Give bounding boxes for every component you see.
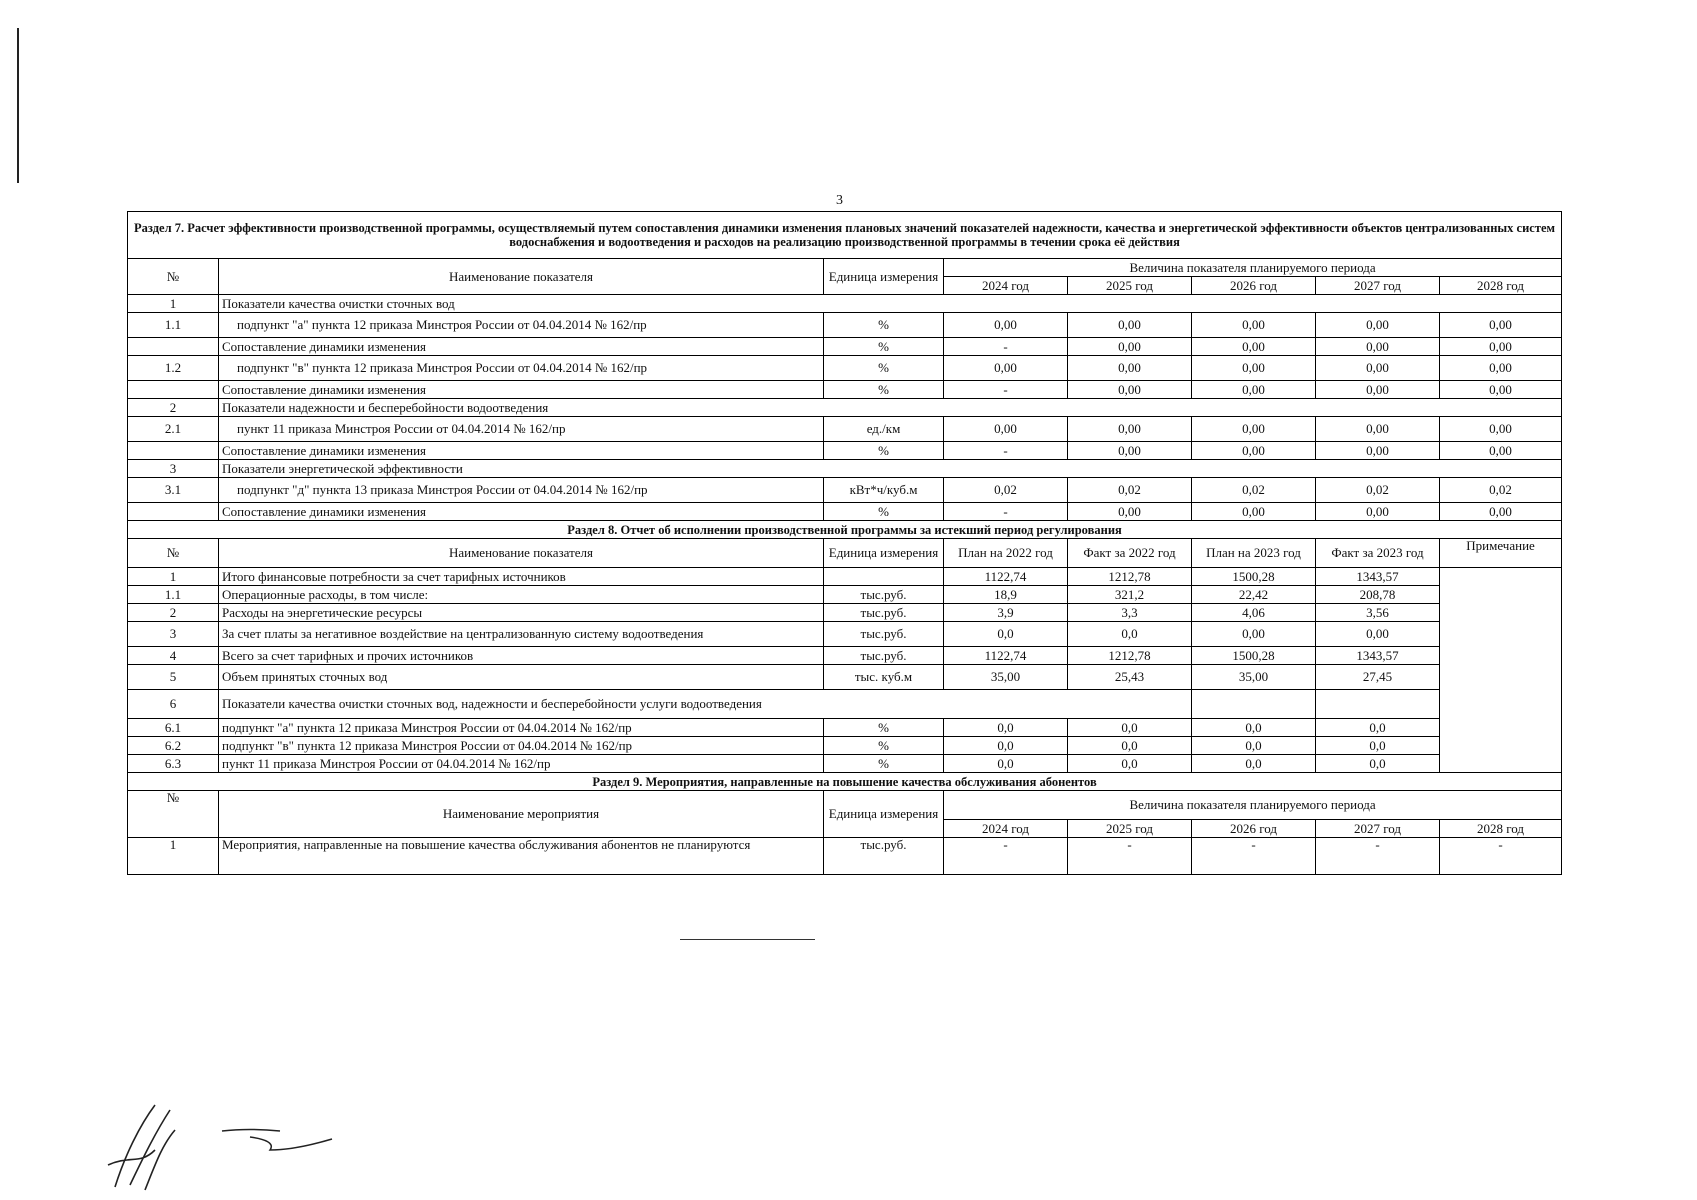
col-header-planned-period: Величина показателя планируемого периода <box>944 791 1562 820</box>
value-cell: 1122,74 <box>944 647 1068 665</box>
value-cell: - <box>944 442 1068 460</box>
value-cell: 0,00 <box>1440 442 1562 460</box>
col-header-period: План на 2023 год <box>1192 539 1316 568</box>
row-number: 4 <box>128 647 219 665</box>
value-cell: 0,00 <box>1316 313 1440 338</box>
empty-cell <box>1192 690 1316 719</box>
table-row <box>128 755 1562 773</box>
col-header-year: 2024 год <box>944 820 1068 838</box>
value-cell: 3,56 <box>1316 604 1440 622</box>
value-cell: 0,00 <box>1440 313 1562 338</box>
col-header-number: № <box>128 259 219 295</box>
value-cell: 0,00 <box>1192 442 1316 460</box>
value-cell: 0,00 <box>1440 381 1562 399</box>
value-cell: - <box>944 381 1068 399</box>
note-cell <box>1440 568 1562 773</box>
col-header-year: 2028 год <box>1440 820 1562 838</box>
col-header-number: № <box>128 791 219 838</box>
value-cell: 0,00 <box>1068 442 1192 460</box>
col-header-period: План на 2022 год <box>944 539 1068 568</box>
unit-cell: ед./км <box>824 417 944 442</box>
col-header-period: Факт за 2023 год <box>1316 539 1440 568</box>
value-cell: 0,0 <box>944 737 1068 755</box>
value-cell: 0,0 <box>1316 755 1440 773</box>
unit-cell: % <box>824 338 944 356</box>
col-header-unit: Единица измерения <box>824 259 944 295</box>
section-8-title-row <box>128 521 1562 539</box>
value-cell: - <box>1440 838 1562 875</box>
row-number: 2 <box>128 604 219 622</box>
value-cell: 0,00 <box>944 313 1068 338</box>
value-cell: 0,02 <box>944 478 1068 503</box>
indicator-name: пункт 11 приказа Минстроя России от 04.04.2014 № 162/пр <box>219 755 824 773</box>
value-cell: - <box>944 838 1068 875</box>
value-cell: 1343,57 <box>1316 647 1440 665</box>
indicator-name: За счет платы за негативное воздействие на централизованную систему водоотведения <box>219 622 824 647</box>
table-row <box>128 604 1562 622</box>
value-cell: 3,9 <box>944 604 1068 622</box>
indicator-name: пункт 11 приказа Минстроя России от 04.04.2014 № 162/пр <box>219 417 824 442</box>
unit-cell: тыс.руб. <box>824 838 944 875</box>
value-cell: 0,00 <box>1316 442 1440 460</box>
value-cell: 3,3 <box>1068 604 1192 622</box>
separator-line <box>680 939 815 940</box>
table-row <box>128 737 1562 755</box>
section-7-title: Раздел 7. Расчет эффективности производственной программы, осуществляемый путем сопоставления динамики изменения плановых значений показателей надежности, качества и энергетической эффективности объектов централизованных систем водоснабжения и водоотведения и расходов на реализацию производственной программы в течении срока её действия <box>128 212 1562 259</box>
row-number: 1 <box>128 838 219 875</box>
value-cell: 0,00 <box>944 356 1068 381</box>
row-number: 2.1 <box>128 417 219 442</box>
value-cell: 0,0 <box>1192 737 1316 755</box>
unit-cell: кВт*ч/куб.м <box>824 478 944 503</box>
table-row <box>128 647 1562 665</box>
col-header-unit: Единица измерения <box>824 791 944 838</box>
row-number: 6.2 <box>128 737 219 755</box>
value-cell: 0,00 <box>1068 313 1192 338</box>
value-cell: 0,0 <box>1192 719 1316 737</box>
indicator-name: Сопоставление динамики изменения <box>219 503 824 521</box>
value-cell: 0,0 <box>944 755 1068 773</box>
value-cell: 0,00 <box>1192 381 1316 399</box>
value-cell: 1500,28 <box>1192 568 1316 586</box>
value-cell: 0,0 <box>1316 719 1440 737</box>
value-cell: 0,0 <box>1068 755 1192 773</box>
indicator-name: подпункт "а" пункта 12 приказа Минстроя России от 04.04.2014 № 162/пр <box>219 313 824 338</box>
row-number: 5 <box>128 665 219 690</box>
report-table <box>127 211 1562 875</box>
col-header-measure-name: Наименование мероприятия <box>219 791 824 838</box>
value-cell: 0,00 <box>1192 338 1316 356</box>
value-cell: 0,0 <box>1316 737 1440 755</box>
row-number: 3 <box>128 622 219 647</box>
row-number: 6.3 <box>128 755 219 773</box>
empty-cell <box>1316 690 1440 719</box>
indicator-name: подпункт "д" пункта 13 приказа Минстроя России от 04.04.2014 № 162/пр <box>219 478 824 503</box>
value-cell: 25,43 <box>1068 665 1192 690</box>
value-cell: 0,02 <box>1440 478 1562 503</box>
unit-cell: % <box>824 719 944 737</box>
value-cell: 0,00 <box>1068 338 1192 356</box>
table-row <box>128 381 1562 399</box>
table-row <box>128 460 1562 478</box>
value-cell: 1122,74 <box>944 568 1068 586</box>
row-number: 1.2 <box>128 356 219 381</box>
col-header-year: 2026 год <box>1192 277 1316 295</box>
value-cell: 0,0 <box>944 719 1068 737</box>
table-row <box>128 568 1562 586</box>
value-cell: 35,00 <box>1192 665 1316 690</box>
group-title: Показатели энергетической эффективности <box>219 460 1562 478</box>
section-9-title: Раздел 9. Мероприятия, направленные на повышение качества обслуживания абонентов <box>128 773 1562 791</box>
col-header-indicator-name: Наименование показателя <box>219 539 824 568</box>
unit-cell: тыс.руб. <box>824 586 944 604</box>
section-9-header-row-1 <box>128 791 1562 820</box>
table-row <box>128 338 1562 356</box>
value-cell: 4,06 <box>1192 604 1316 622</box>
col-header-unit: Единица измерения <box>824 539 944 568</box>
page-number: 3 <box>836 193 843 208</box>
value-cell: 0,00 <box>1316 417 1440 442</box>
value-cell: - <box>1316 838 1440 875</box>
value-cell: 0,00 <box>1192 503 1316 521</box>
value-cell: 1343,57 <box>1316 568 1440 586</box>
table-row <box>128 622 1562 647</box>
row-number <box>128 338 219 356</box>
unit-cell: % <box>824 356 944 381</box>
col-header-number: № <box>128 539 219 568</box>
col-header-year: 2028 год <box>1440 277 1562 295</box>
value-cell: 1212,78 <box>1068 647 1192 665</box>
group-title: Показатели качества очистки сточных вод <box>219 295 1562 313</box>
indicator-name: подпункт "в" пункта 12 приказа Минстроя России от 04.04.2014 № 162/пр <box>219 737 824 755</box>
indicator-name: Сопоставление динамики изменения <box>219 381 824 399</box>
group-title: Показатели качества очистки сточных вод, надежности и бесперебойности услуги водоотведения <box>219 690 1192 719</box>
unit-cell: % <box>824 737 944 755</box>
row-number: 1.1 <box>128 586 219 604</box>
unit-cell: % <box>824 442 944 460</box>
value-cell: 27,45 <box>1316 665 1440 690</box>
value-cell: 0,00 <box>1440 503 1562 521</box>
row-number <box>128 503 219 521</box>
table-row <box>128 665 1562 690</box>
row-number: 6 <box>128 690 219 719</box>
row-number <box>128 442 219 460</box>
value-cell: 0,0 <box>1192 755 1316 773</box>
col-header-year: 2024 год <box>944 277 1068 295</box>
value-cell: 0,02 <box>1068 478 1192 503</box>
measure-name: Мероприятия, направленные на повышение качества обслуживания абонентов не планируются <box>219 838 824 875</box>
col-header-period: Факт за 2022 год <box>1068 539 1192 568</box>
col-header-planned-period: Величина показателя планируемого периода <box>944 259 1562 277</box>
value-cell: 0,00 <box>1192 313 1316 338</box>
value-cell: 1500,28 <box>1192 647 1316 665</box>
unit-cell: тыс. куб.м <box>824 665 944 690</box>
value-cell: 0,00 <box>1192 622 1316 647</box>
indicator-name: Объем принятых сточных вод <box>219 665 824 690</box>
unit-cell: % <box>824 313 944 338</box>
unit-cell: тыс.руб. <box>824 604 944 622</box>
value-cell: 0,00 <box>1316 381 1440 399</box>
value-cell: 321,2 <box>1068 586 1192 604</box>
row-number: 1 <box>128 568 219 586</box>
col-header-year: 2027 год <box>1316 820 1440 838</box>
table-row <box>128 478 1562 503</box>
section-7-title-row <box>128 212 1562 259</box>
col-header-indicator-name: Наименование показателя <box>219 259 824 295</box>
unit-cell: % <box>824 503 944 521</box>
row-number <box>128 381 219 399</box>
indicator-name: Всего за счет тарифных и прочих источников <box>219 647 824 665</box>
value-cell: 0,00 <box>944 417 1068 442</box>
row-number: 3.1 <box>128 478 219 503</box>
value-cell: 22,42 <box>1192 586 1316 604</box>
value-cell: 0,0 <box>944 622 1068 647</box>
section-9-title-row <box>128 773 1562 791</box>
value-cell: - <box>944 503 1068 521</box>
indicator-name: подпункт "а" пункта 12 приказа Минстроя России от 04.04.2014 № 162/пр <box>219 719 824 737</box>
indicator-name: подпункт "в" пункта 12 приказа Минстроя России от 04.04.2014 № 162/пр <box>219 356 824 381</box>
section-8-header-row <box>128 539 1562 568</box>
value-cell: 0,00 <box>1068 356 1192 381</box>
row-number: 3 <box>128 460 219 478</box>
table-row <box>128 399 1562 417</box>
section-7-header-row-1 <box>128 259 1562 277</box>
table-row <box>128 417 1562 442</box>
value-cell: - <box>944 338 1068 356</box>
section-8-title: Раздел 8. Отчет об исполнении производственной программы за истекший период регулирования <box>128 521 1562 539</box>
unit-cell: тыс.руб. <box>824 647 944 665</box>
value-cell: 0,00 <box>1316 338 1440 356</box>
signature-mark <box>100 1095 340 1195</box>
col-header-year: 2026 год <box>1192 820 1316 838</box>
table-row <box>128 295 1562 313</box>
value-cell: 0,00 <box>1068 503 1192 521</box>
value-cell: 0,00 <box>1440 417 1562 442</box>
value-cell: 0,02 <box>1316 478 1440 503</box>
value-cell: 208,78 <box>1316 586 1440 604</box>
table-row <box>128 356 1562 381</box>
value-cell: 0,00 <box>1068 417 1192 442</box>
value-cell: 0,00 <box>1192 417 1316 442</box>
col-header-note: Примечание <box>1440 539 1562 568</box>
table-row <box>128 442 1562 460</box>
value-cell: 18,9 <box>944 586 1068 604</box>
value-cell: 0,0 <box>1068 737 1192 755</box>
col-header-year: 2025 год <box>1068 820 1192 838</box>
col-header-year: 2027 год <box>1316 277 1440 295</box>
value-cell: 0,0 <box>1068 719 1192 737</box>
row-number: 2 <box>128 399 219 417</box>
value-cell: 0,00 <box>1068 381 1192 399</box>
col-header-year: 2025 год <box>1068 277 1192 295</box>
table-row <box>128 690 1562 719</box>
indicator-name: Расходы на энергетические ресурсы <box>219 604 824 622</box>
value-cell: 0,00 <box>1316 622 1440 647</box>
value-cell: 0,00 <box>1316 503 1440 521</box>
indicator-name: Сопоставление динамики изменения <box>219 338 824 356</box>
indicator-name: Итого финансовые потребности за счет тарифных источников <box>219 568 824 586</box>
indicator-name: Операционные расходы, в том числе: <box>219 586 824 604</box>
unit-cell: % <box>824 381 944 399</box>
value-cell: 0,00 <box>1440 338 1562 356</box>
value-cell: 0,02 <box>1192 478 1316 503</box>
value-cell: 0,00 <box>1316 356 1440 381</box>
value-cell: 0,00 <box>1192 356 1316 381</box>
value-cell: - <box>1192 838 1316 875</box>
table-row <box>128 838 1562 875</box>
table-row <box>128 313 1562 338</box>
row-number: 1.1 <box>128 313 219 338</box>
value-cell: 35,00 <box>944 665 1068 690</box>
table-row <box>128 719 1562 737</box>
row-number: 1 <box>128 295 219 313</box>
unit-cell <box>824 568 944 586</box>
indicator-name: Сопоставление динамики изменения <box>219 442 824 460</box>
value-cell: 0,0 <box>1068 622 1192 647</box>
table-row <box>128 503 1562 521</box>
value-cell: 0,00 <box>1440 356 1562 381</box>
unit-cell: % <box>824 755 944 773</box>
group-title: Показатели надежности и бесперебойности водоотведения <box>219 399 1562 417</box>
row-number: 6.1 <box>128 719 219 737</box>
value-cell: - <box>1068 838 1192 875</box>
scan-edge-line <box>17 28 19 183</box>
table-row <box>128 586 1562 604</box>
unit-cell: тыс.руб. <box>824 622 944 647</box>
value-cell: 1212,78 <box>1068 568 1192 586</box>
